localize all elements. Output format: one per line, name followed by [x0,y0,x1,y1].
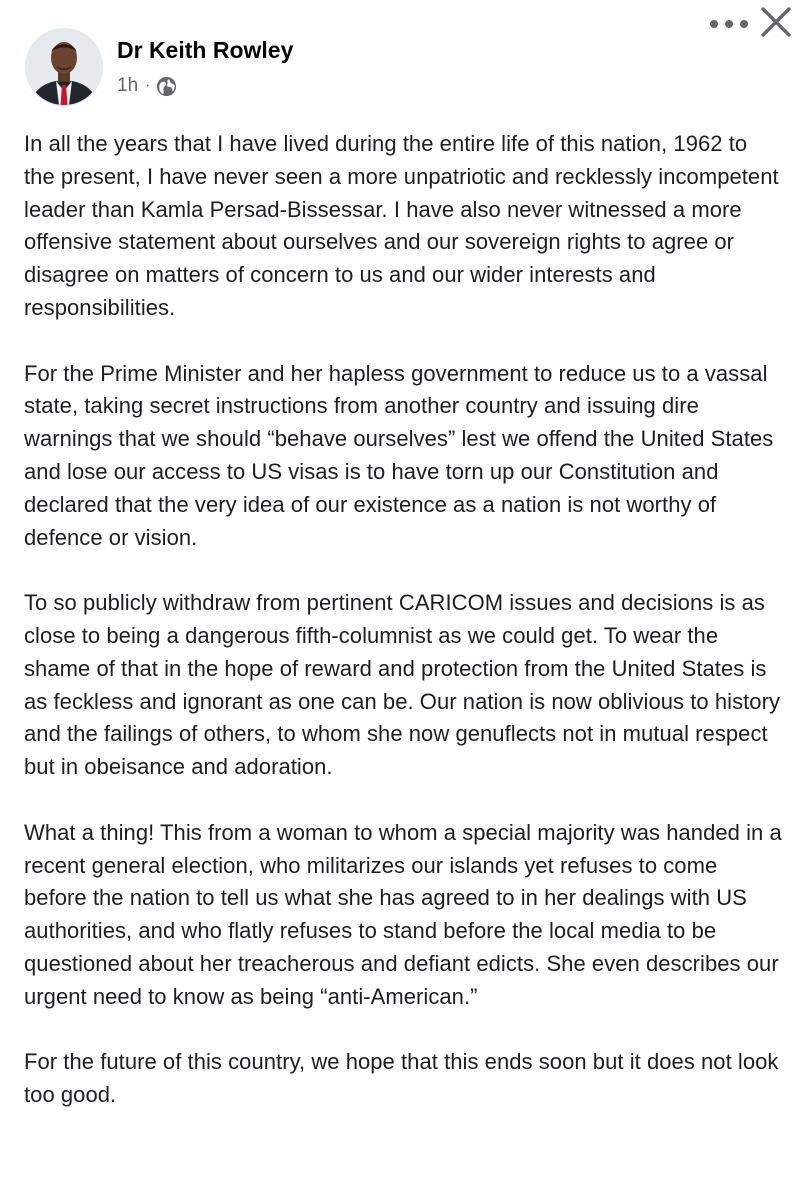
post-paragraph: For the Prime Minister and her hapless government to reduce us to a vassal state, taking secret instructions from another country and issuing dire warnings that we should “behave ourselves” lest we offend the United States and lose our access to US visas is to have torn up our Constitution and declared that the very idea of our existence as a nation is not worthy of defence or vision. [24,360,774,550]
post-meta [117,73,177,99]
post-paragraph: What a thing! This from a woman to whom a special majority was handed in a recent general election, who militarizes our islands yet refuses to come before the nation to tell us what she has agreed to in her dealings with US authorities, and who flatly refuses to stand before the local media to be questioned about her treacherous and defiant edicts. She even describes our urgent need to know as being “anti-American.” [24,819,782,1009]
post-paragraph: To so publicly withdraw from pertinent CARICOM issues and decisions is as close to being a dangerous fifth-columnist as we could get. To wear the shame of that in the hope of reward and protection from the United States is as feckless and ignorant as one can be. Our nation is now oblivious to history and the failings of others, to whom she now genuflects not in mutual respect but in obeisance and adoration. [24,590,780,780]
meta-separator: · [145,77,151,94]
more-horizontal-icon [708,16,750,34]
post-body [24,128,784,1145]
globe-icon[interactable] [156,76,177,97]
avatar[interactable] [25,28,103,106]
close-button[interactable] [758,6,794,42]
avatar-portrait [26,29,102,105]
more-options-button[interactable] [708,12,750,38]
author-name[interactable]: Dr Keith Rowley [117,37,294,63]
close-icon [760,6,792,43]
post-header [0,0,798,120]
post-paragraph: For the future of this country, we hope that this ends soon but it does not look too good. [24,1049,779,1108]
post-time[interactable]: 1h [117,75,139,96]
post-paragraph: In all the years that I have lived during the entire life of this nation, 1962 to the present, I have never seen a more unpatriotic and recklessly incompetent leader than Kamla Persad-Bissessar. I have also never witnessed a more offensive statement about ourselves and our sovereign rights to agree or disagree on matters of concern to us and our wider interests and responsibilities. [24,131,779,320]
